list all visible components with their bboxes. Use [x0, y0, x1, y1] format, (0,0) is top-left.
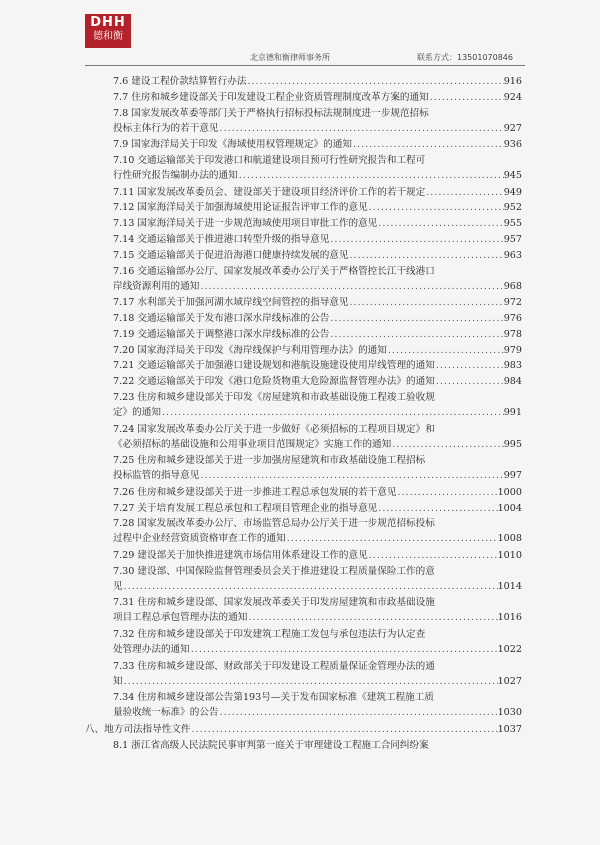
toc-entry[interactable] [113, 390, 522, 420]
toc-page-number: 978 [503, 328, 522, 340]
toc-line [113, 343, 522, 358]
toc-entry-title: 处管理办法的通知 [113, 644, 190, 655]
toc-leader-dots [368, 548, 498, 563]
toc-entry-title: 7.17 水利部关于加强河湖水域岸线空间管控的指导意见 [113, 297, 349, 309]
toc-entry-title: 7.31 住房和城乡建设部、国家发展改革委关于印发房屋建筑和市政基础设施 [113, 597, 435, 609]
logo-mark: DHH [90, 15, 126, 30]
toc-entry[interactable] [113, 595, 522, 625]
toc-page-number: 957 [503, 234, 522, 245]
toc-line [113, 295, 522, 310]
toc-section[interactable] [85, 722, 522, 737]
toc-line [113, 453, 522, 468]
toc-entry[interactable] [113, 343, 522, 358]
toc-entry[interactable] [113, 311, 522, 326]
toc-leader-dots [329, 232, 503, 247]
toc-line [113, 279, 522, 294]
toc-entry-title: 岸线资源利用的通知 [113, 280, 200, 292]
toc-entry[interactable] [113, 564, 522, 594]
toc-page-number: 924 [503, 91, 522, 103]
toc-line [85, 722, 522, 737]
toc-entry-title: 7.32 住房和城乡建设部关于印发建筑工程施工发包与承包违法行为认定查 [113, 629, 426, 640]
toc-page-number: 1014 [497, 580, 522, 592]
toc-entry-title: 7.20 国家海洋局关于印发《海岸线保护与利用管理办法》的通知 [113, 344, 387, 356]
firm-logo [85, 14, 131, 48]
toc-leader-dots [435, 374, 504, 389]
toc-page-number: 997 [503, 470, 522, 482]
toc-page-number: 1008 [497, 533, 522, 545]
toc-line [113, 705, 522, 720]
toc-entry-title: 7.11 国家发展改革委员会、建设部关于建设项目经济评价工作的若干规定 [113, 186, 426, 198]
toc-page-number: 972 [503, 297, 522, 309]
toc-entry-title: 八、地方司法指导性文件 [85, 723, 191, 735]
toc-leader-dots [219, 121, 504, 136]
toc-entry[interactable] [113, 216, 522, 231]
toc-entry[interactable] [113, 185, 522, 200]
toc-entry-title: 7.19 交通运输部关于调整港口深水岸线标准的公告 [113, 328, 330, 340]
toc-line [113, 358, 522, 373]
toc-entry-title: 7.22 交通运输部关于印发《港口危险货物重大危险源监督管理办法》的通知 [113, 376, 435, 388]
toc-entry[interactable] [113, 137, 522, 152]
toc-leader-dots [190, 642, 498, 657]
toc-leader-dots [246, 74, 503, 89]
toc-entry-title: 过程中企业经营资质资格审查工作的通知 [113, 533, 286, 545]
toc-page-number: 1016 [497, 612, 522, 624]
toc-line [113, 659, 522, 674]
toc-page-number: 1000 [497, 486, 522, 498]
toc-line [113, 595, 522, 610]
toc-page-number: 1030 [497, 707, 522, 719]
firm-name: 北京德和衡律师事务所 [250, 53, 330, 62]
toc-entry-title: 知 [113, 675, 123, 687]
toc-leader-dots [286, 531, 498, 546]
toc-entry-title: 7.10 交通运输部关于印发港口和航道建设项目预可行性研究报告和工程可 [113, 155, 426, 166]
toc-page-number: 952 [503, 202, 522, 214]
toc-line [113, 579, 522, 594]
toc-page-number: 1037 [497, 723, 522, 735]
toc-leader-dots [435, 358, 504, 373]
toc-entry-title: 7.16 交通运输部办公厅、国家发展改革委办公厅关于严格管控长江干线港口 [113, 265, 435, 277]
toc-entry-title: 7.21 交通运输部关于加强港口建设规划和港航设施建设使用岸线管理的通知 [113, 360, 435, 372]
toc-leader-dots [161, 405, 504, 420]
toc-leader-dots [425, 185, 503, 200]
toc-line [113, 516, 522, 531]
toc-line [113, 327, 522, 342]
toc-entry-title: 投标主体行为的若干意见 [113, 122, 219, 134]
toc-entry-title: 7.7 住房和城乡建设部关于印发建设工程企业资质管理制度改革方案的通知 [113, 91, 429, 103]
toc-entry[interactable] [113, 295, 522, 310]
toc-line [113, 232, 522, 247]
toc-leader-dots [191, 722, 498, 737]
toc-entry[interactable] [113, 248, 522, 263]
toc-entry-title: 7.33 住房和城乡建设部、财政部关于印发建设工程质量保证金管理办法的通 [113, 660, 435, 672]
toc-entry[interactable] [113, 374, 522, 389]
toc-line [113, 168, 522, 183]
toc-line [113, 531, 522, 546]
toc-entry-title: 见 [113, 580, 123, 592]
toc-page-number: 963 [503, 249, 522, 261]
toc-leader-dots [429, 90, 504, 105]
toc-page-number: 995 [503, 438, 522, 450]
toc-line [113, 74, 522, 89]
toc-entry-title: 投标监管的指导意见 [113, 470, 200, 482]
toc-entry-title: 7.26 住房和城乡建设部关于进一步推进工程总承包发展的若干意见 [113, 486, 397, 498]
toc-line [113, 564, 522, 579]
toc-page-number: 979 [503, 344, 522, 356]
toc-entry[interactable] [113, 501, 522, 516]
toc-leader-dots [352, 137, 504, 152]
toc-line [113, 121, 522, 136]
toc-entry[interactable] [113, 453, 522, 483]
toc-entry[interactable] [113, 90, 522, 105]
toc-line [113, 674, 522, 689]
toc-line [113, 548, 522, 563]
toc-line [113, 200, 522, 215]
toc-line [113, 642, 522, 657]
toc-line [113, 437, 522, 452]
toc-leader-dots [377, 216, 503, 231]
toc-line [113, 106, 522, 121]
toc-line [113, 216, 522, 231]
toc-entry[interactable] [113, 264, 522, 294]
toc-entry[interactable] [113, 690, 522, 720]
toc-line [113, 738, 522, 753]
logo-text: 德和衡 [93, 31, 123, 42]
toc-entry[interactable] [113, 74, 522, 89]
toc-leader-dots [123, 579, 498, 594]
toc-page-number: 945 [503, 170, 522, 181]
toc-line [113, 690, 522, 705]
toc-entry[interactable] [113, 200, 522, 215]
toc-leader-dots [329, 311, 503, 326]
toc-entry-title: 7.12 国家海洋局关于加强海域使用论证报告评审工作的意见 [113, 202, 368, 214]
toc-page-number: 916 [503, 76, 522, 87]
page-header [85, 51, 525, 66]
toc-page-number: 949 [503, 186, 522, 198]
toc-entry-title: 7.28 国家发展改革委办公厅、市场监管总局办公厅关于进一步规范招标投标 [113, 518, 435, 530]
toc-leader-dots [377, 501, 497, 516]
toc-entry[interactable] [113, 548, 522, 563]
toc-entry-title: 7.30 建设部、中国保险监督管理委员会关于推进建设工程质量保险工作的意 [113, 565, 435, 577]
toc-line [113, 374, 522, 389]
toc-page-number: 976 [503, 313, 522, 324]
toc-entry[interactable] [113, 485, 522, 500]
toc-leader-dots [396, 485, 497, 500]
toc-leader-dots [199, 468, 503, 483]
toc-entry-title: 7.6 建设工程价款结算暂行办法 [113, 76, 247, 87]
toc-page-number: 927 [503, 122, 522, 134]
toc-entry-title: 《必须招标的基础设施和公用事业项目范围规定》实施工作的通知 [113, 438, 392, 450]
toc-entry[interactable] [113, 153, 522, 183]
toc-entry[interactable] [113, 627, 522, 657]
toc-entry-title: 7.18 交通运输部关于发布港口深水岸线标准的公告 [113, 313, 330, 324]
toc-page-number: 1010 [497, 550, 522, 561]
toc-leader-dots [387, 343, 504, 358]
toc-leader-dots [123, 674, 498, 689]
toc-entry[interactable] [113, 422, 522, 452]
toc-line [113, 610, 522, 625]
toc-leader-dots [199, 279, 503, 294]
toc-line [113, 248, 522, 263]
toc-page-number: 955 [503, 218, 522, 230]
toc-entry-title: 定》的通知 [113, 407, 161, 418]
toc-line [113, 390, 522, 405]
toc-leader-dots [348, 295, 503, 310]
toc-entry[interactable] [113, 738, 522, 753]
toc-entry[interactable] [113, 327, 522, 342]
toc-entry-title: 7.15 交通运输部关于促进沿海港口健康持续发展的意见 [113, 249, 349, 261]
toc-entry-title: 7.14 交通运输部关于推进港口转型升级的指导意见 [113, 234, 330, 245]
toc-line [113, 422, 522, 437]
toc-leader-dots [348, 248, 503, 263]
toc-line [113, 311, 522, 326]
toc-entry-title: 7.24 国家发展改革委办公厅关于进一步做好《必须招标的工程项目规定》和 [113, 423, 435, 435]
toc-leader-dots [368, 200, 504, 215]
toc-entry-title: 行性研究报告编制办法的通知 [113, 170, 238, 181]
toc-entry-title: 7.27 关于培育发展工程总承包和工程项目管理企业的指导意见 [113, 502, 378, 514]
toc-entry-title: 7.8 国家发展改革委等部门关于严格执行招标投标法规制度进一步规范招标 [113, 107, 429, 119]
toc-entry-title: 7.25 住房和城乡建设部关于进一步加强房屋建筑和市政基础设施工程招标 [113, 455, 426, 467]
toc-entry-title: 8.1 浙江省高级人民法院民事审判第一庭关于审理建设工程施工合同纠纷案 [113, 739, 429, 751]
toc-line [113, 90, 522, 105]
toc-entry-title: 7.9 国家海洋局关于印发《海域使用权管理规定》的通知 [113, 139, 352, 151]
toc-page-number: 1022 [497, 644, 522, 655]
toc-line [113, 485, 522, 500]
toc-entry-title: 项目工程总承包管理办法的通知 [113, 612, 248, 624]
toc-line [113, 264, 522, 279]
toc-line [113, 153, 522, 168]
toc-entry-title: 7.23 住房和城乡建设部关于印发《房屋建筑和市政基础设施工程竣工验收规 [113, 392, 435, 403]
toc-line [113, 627, 522, 642]
toc-line [113, 501, 522, 516]
toc-leader-dots [329, 327, 503, 342]
toc-entry-title: 量验收统一标准》的公告 [113, 707, 219, 719]
toc-entry-title: 7.34 住房和城乡建设部公告第193号—关于发布国家标准《建筑工程施工质 [113, 692, 434, 704]
toc-page-number: 984 [503, 376, 522, 388]
toc-leader-dots [247, 610, 497, 625]
toc-page-number: 1027 [497, 675, 522, 687]
toc-page-number: 936 [503, 139, 522, 151]
toc-page-number: 983 [503, 360, 522, 372]
toc-leader-dots [391, 437, 503, 452]
toc-line [113, 137, 522, 152]
toc-line [113, 468, 522, 483]
contact-info: 联系方式：13501070846 [417, 53, 513, 62]
toc-entry-title: 7.29 建设部关于加快推进建筑市场信用体系建设工作的意见 [113, 550, 368, 561]
toc-entry[interactable] [113, 516, 522, 546]
toc-page-number: 1004 [497, 502, 522, 514]
toc-leader-dots [219, 705, 498, 720]
toc-leader-dots [238, 168, 504, 183]
toc-page-number: 991 [503, 407, 522, 418]
toc-line [113, 405, 522, 420]
toc-entry[interactable] [113, 106, 522, 136]
toc-page-number: 968 [503, 280, 522, 292]
toc-entry-title: 7.13 国家海洋局关于进一步规范海域使用项目审批工作的意见 [113, 218, 378, 230]
toc-entry[interactable] [113, 232, 522, 247]
toc-entry[interactable] [113, 659, 522, 689]
toc-entry[interactable] [113, 358, 522, 373]
toc-line [113, 185, 522, 200]
